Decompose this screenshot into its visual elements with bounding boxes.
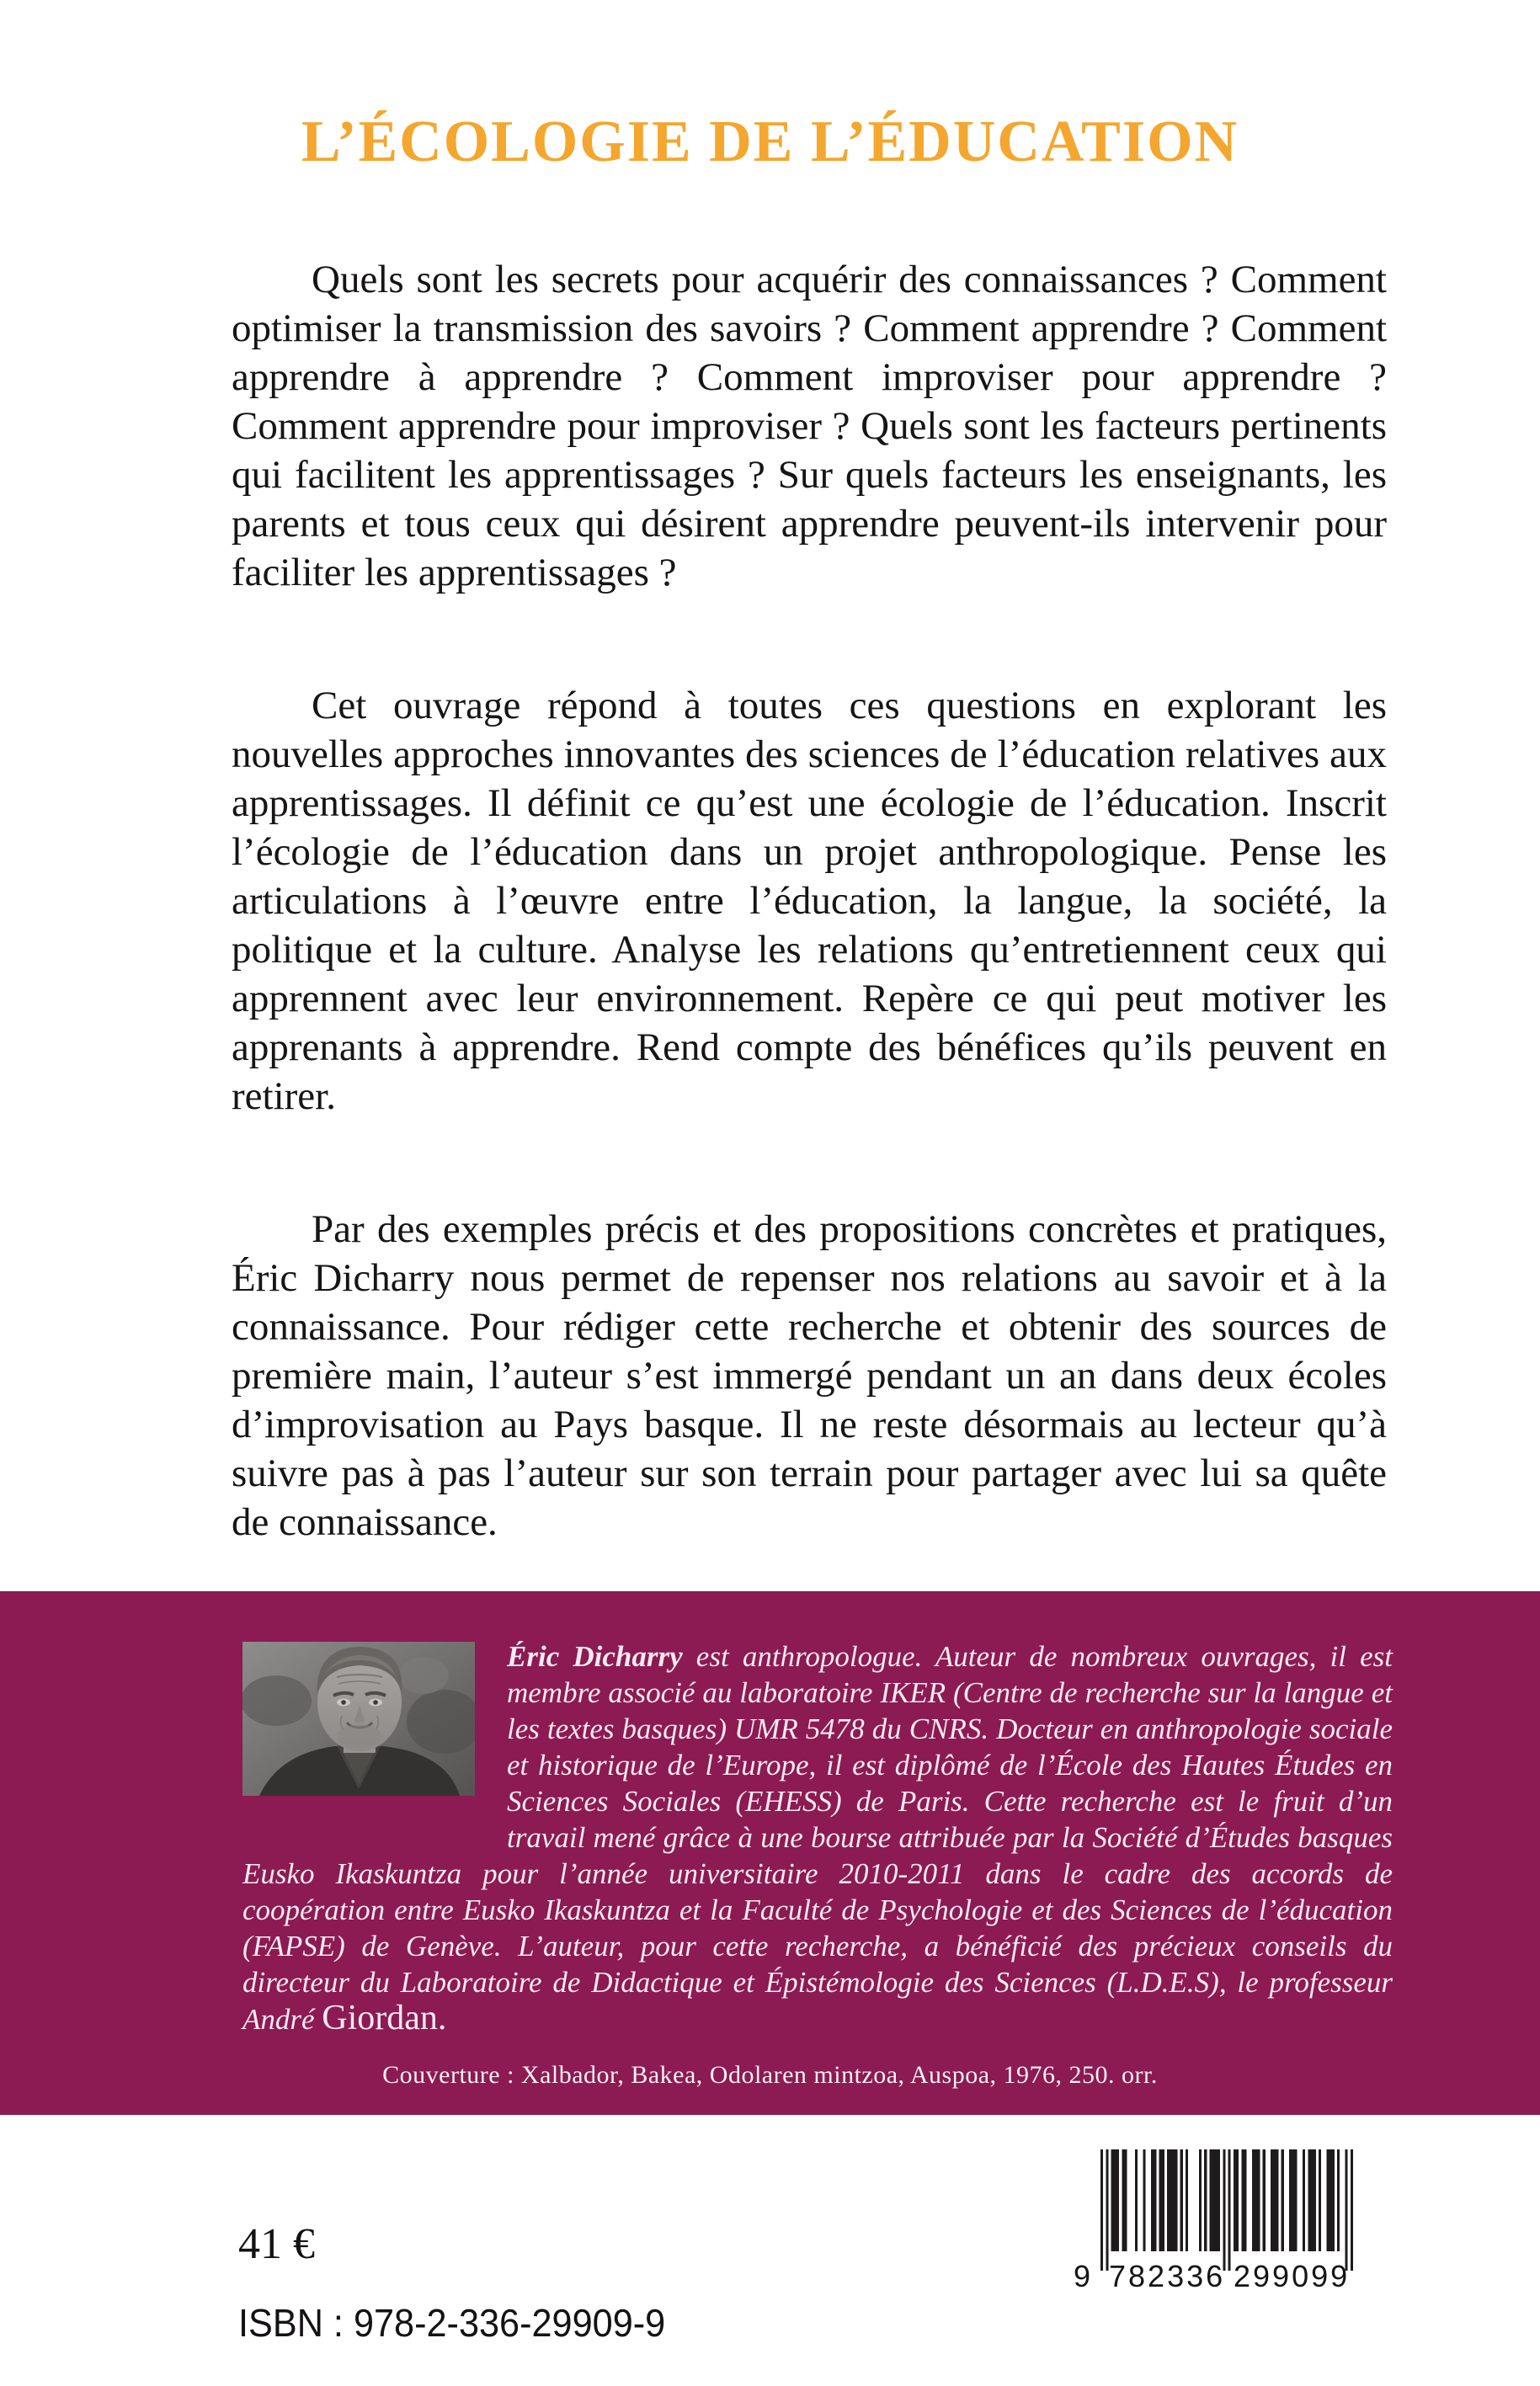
barcode-group-2: 299099 (1234, 2259, 1351, 2293)
cover-credit: Couverture : Xalbador, Bakea, Odolaren mintzoa, Auspoa, 1976, 250. orr. (382, 2061, 1158, 2089)
barcode-group-1: 782336 (1109, 2259, 1226, 2293)
price-label: 41 € (238, 2220, 315, 2268)
isbn-label: ISBN : 978-2-336-29909-9 (238, 2301, 666, 2345)
ean13-barcode (1074, 2149, 1353, 2309)
author-portrait-illustration (242, 1642, 475, 1796)
author-photo (242, 1642, 475, 1796)
barcode-digits (1074, 2259, 1353, 2297)
synopsis (232, 255, 1387, 1547)
barcode-digit-first: 9 (1074, 2259, 1091, 2293)
synopsis-paragraph-2: Cet ouvrage répond à toutes ces questions en explorant les nouvelles approches innovantes des sciences de l’éducation relatives aux apprentissages. Il définit ce qu’est une écologie de l’éducation. Inscrit l’écologie de l’éducation dans un projet anthropologique. Pense les articulations à l’œuvre entre l’éducation, la langue, la société, la politique et la culture. Analyse les relations qu’entretiennent ceux qui apprennent avec leur environnement. Repère ce qui peut motiver les apprenants à apprendre. Rend compte des bénéfices qu’ils peuvent en retirer. (232, 684, 1387, 1118)
author-bio-text: est anthropologue. Auteur de nombreux ouvrages, il est membre associé au laboratoire IKER (Centre de recherche sur la langue et les textes basques) UMR 5478 du CNRS. Docteur en anthropologie sociale et historique de l’Europe, il est diplômé de l’École des Hautes Études en Sciences Sociales (EHESS) de Paris. Cette recherche est le fruit d’un travail mené grâce à une bourse attribuée par la Société d’Études basques Eusko Ikaskuntza pour l’année universitaire 2010-2011 dans le cadre des accords de coopération entre Eusko Ikaskuntza et la Faculté de Psychologie et des Sciences de l’éducation (FAPSE) de Genève. L’auteur, pour cette recherche, a bénéficié des précieux conseils du directeur du Laboratoire de Didactique et Épistémologie des Sciences (L.D.E.S), le professeur André (242, 1640, 1393, 2036)
author-name: Éric Dicharry (507, 1640, 683, 1673)
page-title: L’ÉCOLOGIE DE L’ÉDUCATION (301, 109, 1239, 174)
author-bio-giordan: Giordan. (322, 1999, 447, 2037)
author-box (0, 1591, 1540, 2115)
synopsis-paragraph-1: Quels sont les secrets pour acquérir des connaissances ? Comment optimiser la transmission des savoirs ? Comment apprendre ? Comment apprendre à apprendre ? Comment improviser pour apprendre ? Comment apprendre pour improviser ? Quels sont les facteurs pertinents qui facilitent les apprentissages ? Sur quels facteurs les enseignants, les parents et tous ceux qui désirent apprendre peuvent-ils intervenir pour faciliter les apprentissages ? (232, 258, 1387, 594)
barcode-bars (1100, 2149, 1353, 2271)
synopsis-paragraph-3: Par des exemples précis et des propositions concrètes et pratiques, Éric Dicharry nous permet de repenser nos relations au savoir et à la connaissance. Pour rédiger cette recherche et obtenir des sources de première main, l’auteur s’est immergé pendant un an dans deux écoles d’improvisation au Pays basque. Il ne reste désormais au lecteur qu’à suivre pas à pas l’auteur sur son terrain pour partager avec lui sa quête de connaissance. (232, 1207, 1387, 1544)
